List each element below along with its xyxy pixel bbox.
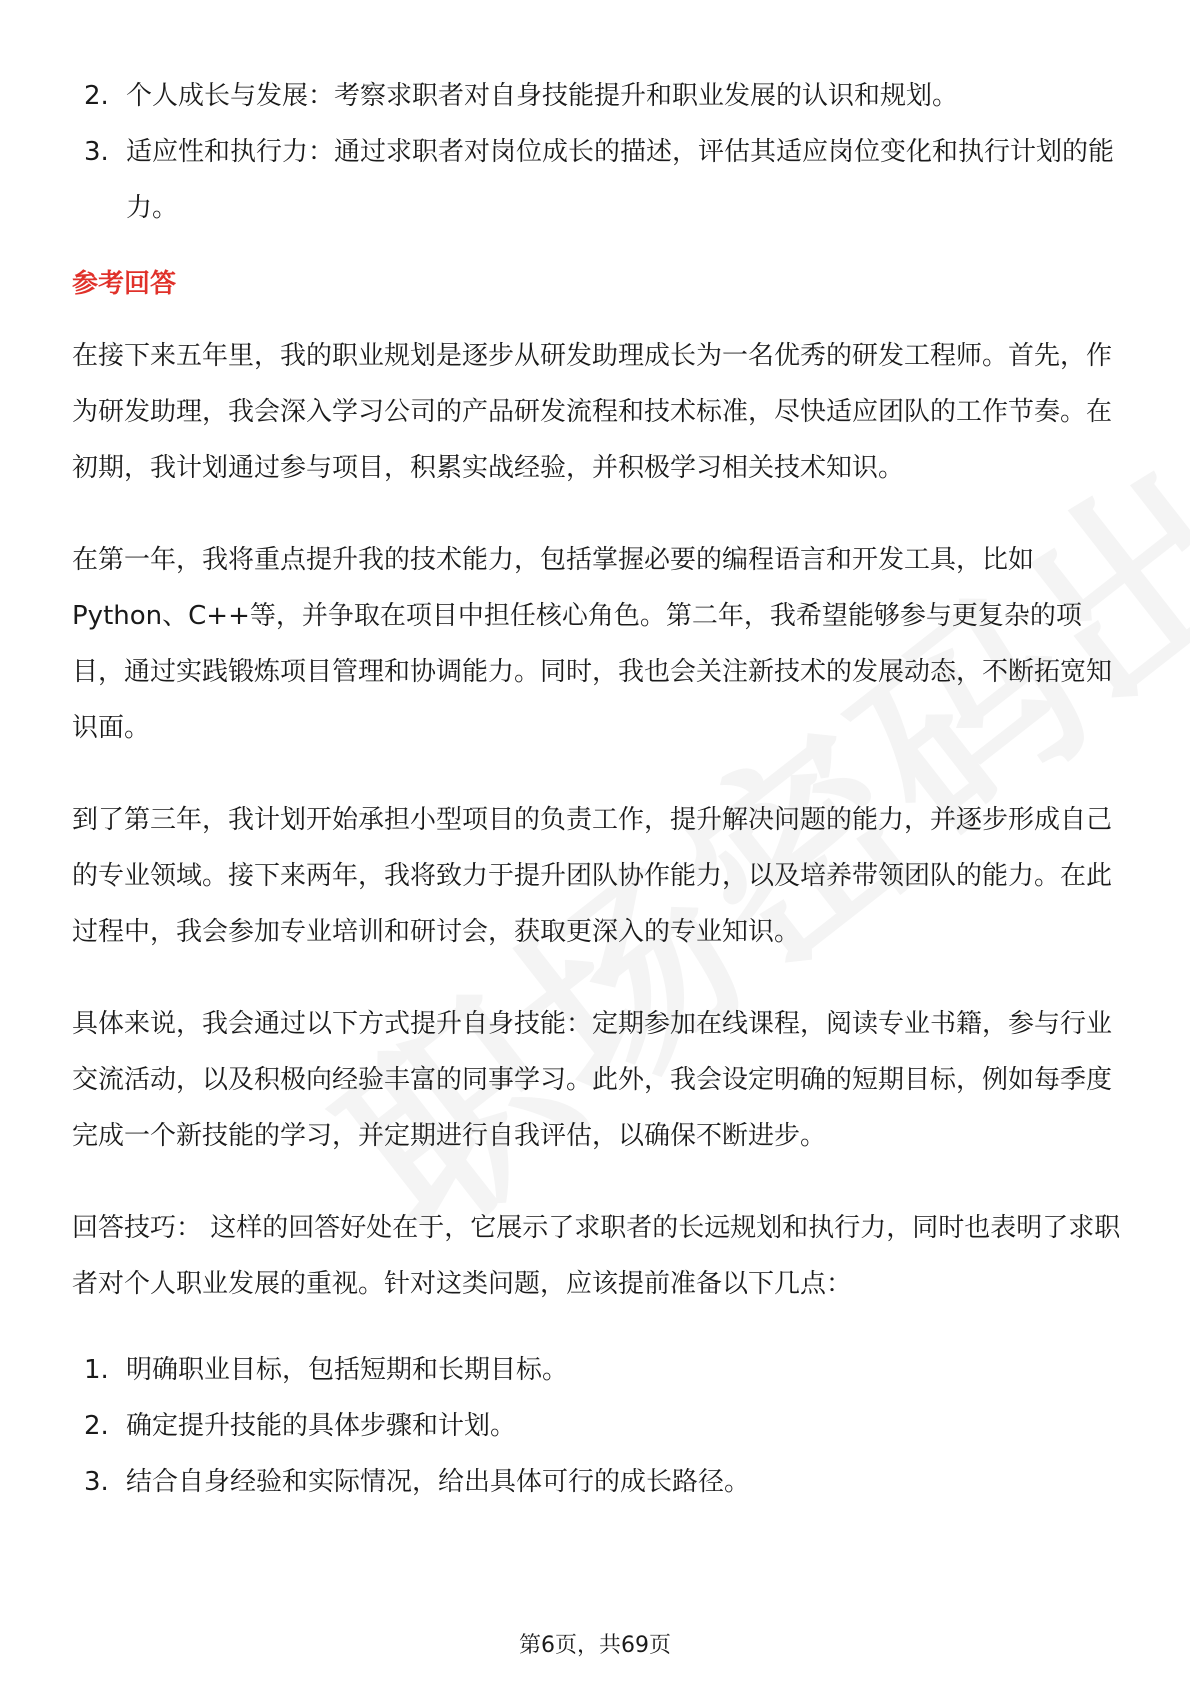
list-item-number: 3. bbox=[84, 137, 109, 167]
evaluation-points-list bbox=[72, 68, 1132, 236]
list-item bbox=[72, 124, 1132, 236]
answer-paragraph: 在第一年，我将重点提升我的技术能力，包括掌握必要的编程语言和开发工具，比如Python、C++等，并争取在项目中担任核心角色。第二年，我希望能够参与更复杂的项目，通过实践锻炼项目管理和协调能力。同时，我也会关注新技术的发展动态，不断拓宽知识面。 bbox=[72, 545, 1113, 743]
list-item-number: 3. bbox=[84, 1467, 109, 1497]
answer-tips-paragraph: 回答技巧： 这样的回答好处在于，它展示了求职者的长远规划和执行力，同时也表明了求职者对个人职业发展的重视。针对这类问题，应该提前准备以下几点： bbox=[72, 1213, 1121, 1299]
list-item bbox=[72, 1398, 1132, 1454]
list-item-text: 适应性和执行力：通过求职者对岗位成长的描述，评估其适应岗位变化和执行计划的能力。 bbox=[126, 137, 1115, 223]
list-item bbox=[72, 1454, 1132, 1510]
list-item-number: 2. bbox=[84, 81, 109, 111]
list-item bbox=[72, 68, 1132, 124]
answer-paragraph: 在接下来五年里，我的职业规划是逐步从研发助理成长为一名优秀的研发工程师。首先，作为研发助理，我会深入学习公司的产品研发流程和技术标准，尽快适应团队的工作节奏。在初期，我计划通过参与项目，积累实战经验，并积极学习相关技术知识。 bbox=[72, 341, 1113, 483]
section-title: 参考回答 bbox=[72, 269, 177, 299]
list-item-number: 1. bbox=[84, 1355, 109, 1385]
list-item-text: 确定提升技能的具体步骤和计划。 bbox=[126, 1411, 517, 1441]
list-item-text: 结合自身经验和实际情况，给出具体可行的成长路径。 bbox=[126, 1467, 751, 1497]
list-item-text: 明确职业目标，包括短期和长期目标。 bbox=[126, 1355, 569, 1385]
page-number: 第6页，共69页 bbox=[519, 1633, 671, 1658]
answer-paragraph: 到了第三年，我计划开始承担小型项目的负责工作，提升解决问题的能力，并逐步形成自己的专业领域。接下来两年，我将致力于提升团队协作能力，以及培养带领团队的能力。在此过程中，我会参加专业培训和研讨会，获取更深入的专业知识。 bbox=[72, 805, 1113, 947]
list-item bbox=[72, 1342, 1132, 1398]
answer-paragraph: 具体来说，我会通过以下方式提升自身技能：定期参加在线课程，阅读专业书籍，参与行业交流活动，以及积极向经验丰富的同事学习。此外，我会设定明确的短期目标，例如每季度完成一个新技能的学习，并定期进行自我评估，以确保不断进步。 bbox=[72, 1009, 1113, 1151]
list-item-text: 个人成长与发展：考察求职者对自身技能提升和职业发展的认识和规划。 bbox=[126, 81, 959, 111]
list-item-number: 2. bbox=[84, 1411, 109, 1441]
tips-list bbox=[72, 1342, 1132, 1510]
page-content bbox=[72, 68, 1132, 1510]
